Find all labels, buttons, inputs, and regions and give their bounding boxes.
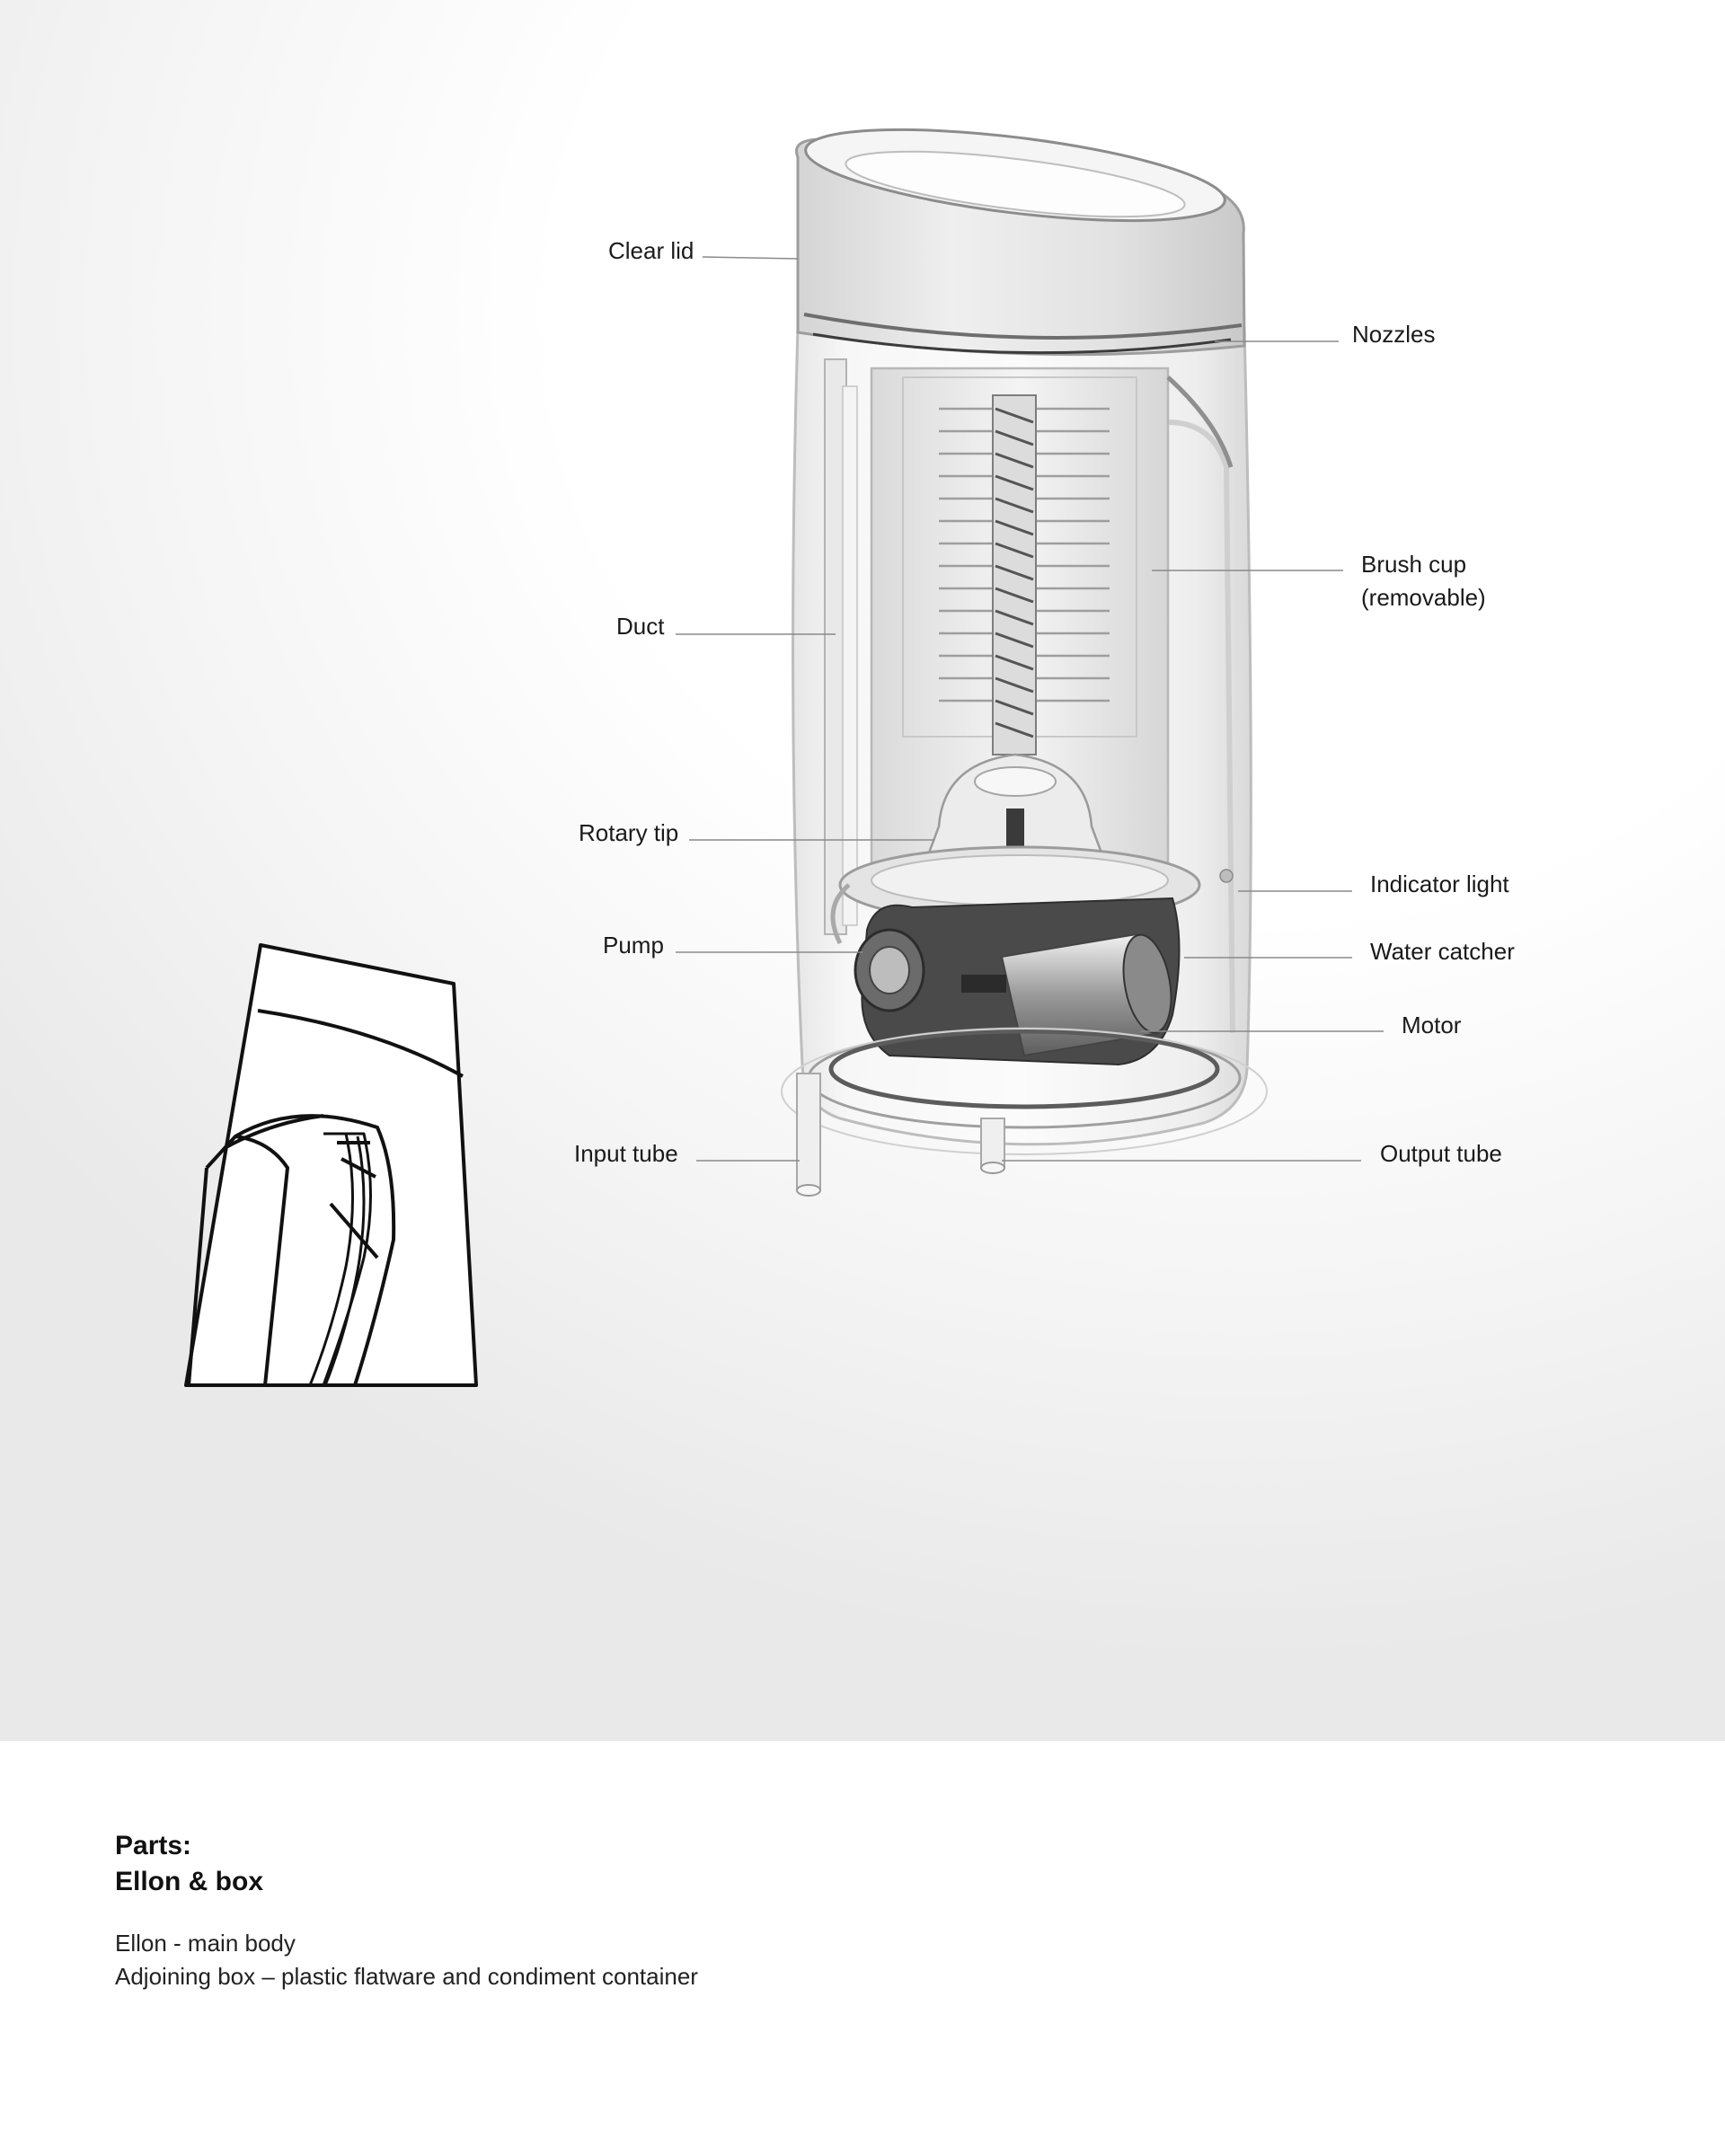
label-duct: Duct <box>616 613 665 640</box>
label-clear-lid: Clear lid <box>608 237 694 264</box>
label-input-tube: Input tube <box>574 1140 678 1167</box>
caption-heading-line-1: Parts: <box>115 1831 192 1860</box>
input-tube <box>797 1074 820 1196</box>
label-motor: Motor <box>1402 1012 1462 1038</box>
parts-caption <box>115 1828 1552 1993</box>
ellon-main-body <box>782 112 1267 1196</box>
caption-heading-line-2: Ellon & box <box>115 1867 263 1896</box>
label-nozzles: Nozzles <box>1352 321 1436 348</box>
indicator-light <box>1220 870 1233 882</box>
label-pump: Pump <box>603 932 664 959</box>
label-output-tube: Output tube <box>1380 1140 1502 1167</box>
adjoining-box-drawing <box>186 945 476 1385</box>
caption-line-2: Adjoining box – plastic flatware and condiment container <box>115 1963 698 1990</box>
caption-line-1: Ellon - main body <box>115 1930 296 1957</box>
label-water-catcher: Water catcher <box>1370 938 1515 965</box>
label-indicator-light: Indicator light <box>1370 870 1509 897</box>
label-brush-cup: Brush cup (removable) <box>1361 551 1486 611</box>
leader-clear-lid <box>703 257 798 259</box>
label-rotary-tip: Rotary tip <box>579 819 679 846</box>
output-tube <box>981 1118 1004 1173</box>
